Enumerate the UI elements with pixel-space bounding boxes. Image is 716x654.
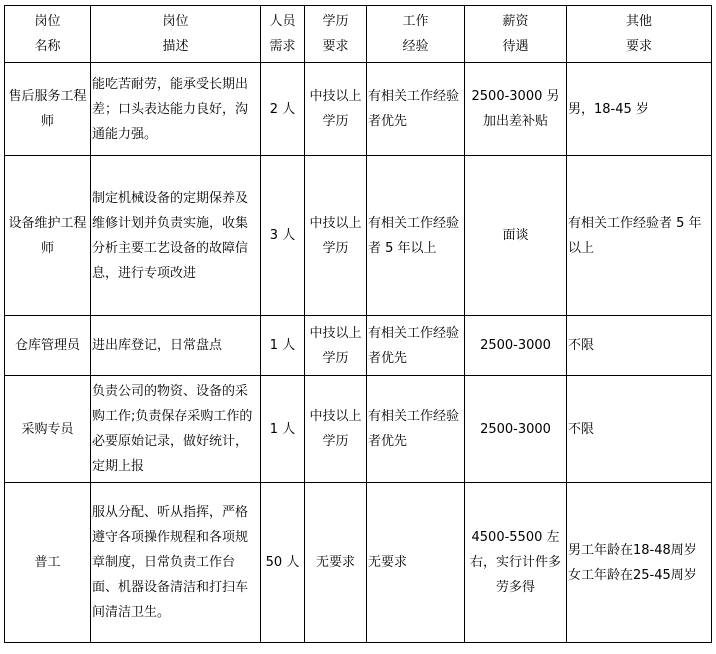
job-desc: 服从分配、听从指挥，严格遵守各项操作规程和各项规章制度，日常负责工作台面、机器设备清洁和打扫车间清洁卫生。 [91, 483, 261, 643]
job-salary: 面谈 [465, 156, 567, 316]
header-exp: 工作 经验 [367, 6, 465, 63]
job-edu: 中技以上学历 [305, 156, 367, 316]
job-other-line: 女工年龄在25-45周岁 [568, 567, 697, 583]
job-desc: 负责公司的物资、设备的采购工作;负责保存采购工作的必要原始记录，做好统计，定期上报 [91, 376, 261, 483]
table-row [5, 483, 712, 643]
header-name: 岗位 名称 [5, 6, 91, 63]
job-edu: 中技以上学历 [305, 376, 367, 483]
job-name: 仓库管理员 [5, 316, 91, 376]
job-exp: 有相关工作经验者 5 年以上 [367, 156, 465, 316]
job-count: 50 人 [261, 483, 305, 643]
job-other: 不限 [567, 316, 712, 376]
job-table [4, 5, 712, 643]
table-row [5, 156, 712, 316]
header-other: 其他 要求 [567, 6, 712, 63]
job-other [567, 483, 712, 643]
job-other-line: 男工年龄在18-48周岁 [568, 542, 697, 558]
job-count: 1 人 [261, 316, 305, 376]
job-count: 3 人 [261, 156, 305, 316]
job-count: 1 人 [261, 376, 305, 483]
job-name: 采购专员 [5, 376, 91, 483]
job-desc: 能吃苦耐劳，能承受长期出差；口头表达能力良好，沟通能力强。 [91, 63, 261, 156]
job-name: 普工 [5, 483, 91, 643]
table-row [5, 376, 712, 483]
job-exp: 有相关工作经验者优先 [367, 63, 465, 156]
header-count: 人员 需求 [261, 6, 305, 63]
job-salary: 4500-5500 左右，实行计件多劳多得 [465, 483, 567, 643]
job-other: 男，18-45 岁 [567, 63, 712, 156]
job-exp: 有相关工作经验者优先 [367, 376, 465, 483]
job-exp: 有相关工作经验者优先 [367, 316, 465, 376]
table-row [5, 316, 712, 376]
job-edu: 中技以上学历 [305, 63, 367, 156]
job-desc: 制定机械设备的定期保养及维修计划并负责实施，收集分析主要工艺设备的故障信息，进行专项改进 [91, 156, 261, 316]
table-row [5, 63, 712, 156]
job-name: 售后服务工程师 [5, 63, 91, 156]
header-row [5, 6, 712, 63]
job-salary: 2500-3000 另加出差补贴 [465, 63, 567, 156]
job-other: 有相关工作经验者 5 年以上 [567, 156, 712, 316]
header-desc: 岗位 描述 [91, 6, 261, 63]
job-other: 不限 [567, 376, 712, 483]
job-edu: 中技以上学历 [305, 316, 367, 376]
job-salary: 2500-3000 [465, 376, 567, 483]
job-desc: 进出库登记，日常盘点 [91, 316, 261, 376]
job-count: 2 人 [261, 63, 305, 156]
job-name: 设备维护工程师 [5, 156, 91, 316]
job-edu: 无要求 [305, 483, 367, 643]
header-edu: 学历 要求 [305, 6, 367, 63]
header-salary: 薪资 待遇 [465, 6, 567, 63]
job-exp: 无要求 [367, 483, 465, 643]
job-salary: 2500-3000 [465, 316, 567, 376]
